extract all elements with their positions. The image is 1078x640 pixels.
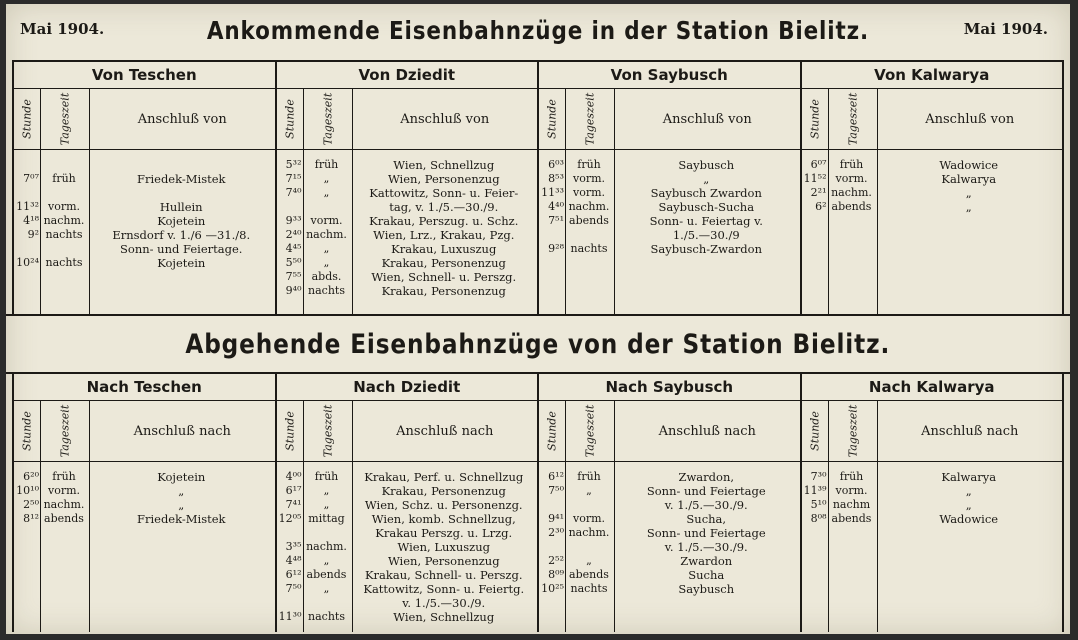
stunde-label: Stunde bbox=[283, 411, 296, 451]
time-of-day: „ bbox=[323, 172, 330, 185]
train-row bbox=[802, 512, 1063, 526]
departures-column bbox=[277, 374, 540, 632]
train-time: 11³⁰ bbox=[278, 610, 302, 623]
departures-title: Abgehende Eisenbahnzüge von der Station Bielitz. bbox=[185, 328, 891, 360]
train-row bbox=[277, 256, 538, 270]
connection: Wien, Personenzug bbox=[387, 172, 500, 186]
time-of-day: vorm. bbox=[572, 186, 606, 199]
time-of-day bbox=[303, 596, 351, 610]
connection: v. 1./5.—30./9. bbox=[402, 596, 486, 610]
sub-header bbox=[14, 401, 275, 462]
train-time: 10²⁴ bbox=[16, 256, 39, 269]
connection: „ bbox=[178, 498, 185, 512]
train-row bbox=[802, 158, 1063, 172]
train-row bbox=[277, 540, 538, 554]
time-of-day: abends bbox=[831, 512, 872, 525]
train-row bbox=[277, 568, 538, 582]
connection: Krakau Perszg. u. Lrzg. bbox=[375, 526, 513, 540]
time-of-day: „ bbox=[323, 582, 330, 595]
train-time: 7⁵¹ bbox=[548, 214, 564, 227]
column-title: Von Dziedit bbox=[277, 62, 538, 89]
connection: Saybusch Zwardon bbox=[650, 186, 762, 200]
train-time: 4⁴⁵ bbox=[285, 242, 302, 255]
stunde-label: Stunde bbox=[545, 99, 559, 139]
connection: Sucha bbox=[688, 568, 725, 582]
train-time: 7⁵⁵ bbox=[285, 270, 302, 283]
train-row bbox=[277, 582, 538, 596]
time-of-day bbox=[303, 526, 351, 540]
time-of-day: nachm. bbox=[568, 526, 610, 539]
arrivals-grid bbox=[12, 60, 1064, 314]
sub-header bbox=[14, 89, 275, 150]
connection: Krakau, Personenzug bbox=[381, 484, 506, 498]
train-row bbox=[14, 158, 275, 172]
train-row bbox=[539, 158, 800, 172]
train-time bbox=[539, 540, 565, 554]
train-time: 5¹⁰ bbox=[810, 498, 827, 511]
train-time: 8⁵³ bbox=[548, 172, 564, 185]
time-of-day: nachts bbox=[45, 256, 83, 269]
train-row bbox=[14, 484, 275, 498]
train-time: 10²⁵ bbox=[541, 582, 564, 595]
connection: tag, v. 1./5.—30./9. bbox=[389, 200, 499, 214]
train-time: 4¹⁸ bbox=[23, 214, 39, 227]
train-time: 11⁵² bbox=[803, 172, 827, 185]
train-time: 6¹² bbox=[548, 470, 564, 483]
time-of-day: „ bbox=[323, 242, 330, 255]
connection: Krakau, Personenzug bbox=[381, 284, 506, 298]
tageszeit-label: Tageszeit bbox=[58, 404, 72, 458]
train-time: 7¹⁵ bbox=[285, 172, 302, 185]
column-title: Von Saybusch bbox=[539, 62, 800, 89]
train-time: 6⁰⁷ bbox=[810, 158, 827, 171]
column-title: Von Teschen bbox=[14, 62, 275, 89]
train-row bbox=[802, 186, 1063, 200]
train-row bbox=[802, 498, 1063, 512]
connection: Friedek-Mistek bbox=[136, 512, 226, 526]
train-time: 2³⁰ bbox=[548, 526, 564, 539]
train-time: 2⁴⁰ bbox=[285, 228, 302, 241]
time-of-day: vorm. bbox=[835, 172, 868, 185]
train-row bbox=[539, 172, 800, 186]
connection: „ bbox=[965, 200, 972, 214]
train-row bbox=[539, 186, 800, 200]
train-time: 7⁰⁷ bbox=[23, 172, 39, 185]
connection: Wien, Personenzug bbox=[387, 554, 500, 568]
sub-header bbox=[802, 401, 1063, 462]
time-of-day: nachm. bbox=[831, 186, 872, 199]
train-time: 6² bbox=[815, 200, 827, 213]
connection: Kalwarya bbox=[941, 172, 997, 186]
time-of-day: abends bbox=[306, 568, 347, 581]
train-time: 7⁵⁰ bbox=[548, 484, 564, 497]
time-of-day: nachm. bbox=[43, 214, 85, 227]
time-of-day: nachm bbox=[832, 498, 871, 511]
train-time: 9²⁸ bbox=[548, 242, 564, 255]
train-time: 8⁰⁹ bbox=[548, 568, 564, 581]
time-of-day: früh bbox=[577, 470, 601, 483]
departures-column bbox=[802, 374, 1065, 632]
train-row bbox=[14, 186, 275, 200]
tageszeit-label: Tageszeit bbox=[321, 92, 334, 146]
time-of-day: abends bbox=[569, 568, 609, 581]
train-row bbox=[539, 498, 800, 512]
time-of-day: früh bbox=[577, 158, 601, 171]
train-time: 4⁴⁰ bbox=[548, 200, 564, 213]
train-row bbox=[539, 526, 800, 540]
connection: Krakau, Schnell- u. Perszg. bbox=[364, 568, 523, 582]
train-time bbox=[277, 526, 303, 540]
train-time: 3³⁵ bbox=[285, 540, 302, 553]
train-time: 11³³ bbox=[541, 186, 564, 199]
connection: Friedek-Mistek bbox=[136, 172, 226, 186]
time-of-day: vorm. bbox=[310, 214, 343, 227]
tageszeit-label: Tageszeit bbox=[583, 92, 597, 146]
train-row bbox=[539, 512, 800, 526]
train-row bbox=[277, 526, 538, 540]
train-time: 11³² bbox=[16, 200, 39, 213]
train-time: 5⁵⁰ bbox=[285, 256, 302, 269]
train-row bbox=[539, 582, 800, 596]
tageszeit-label: Tageszeit bbox=[846, 92, 859, 146]
train-row bbox=[802, 484, 1063, 498]
arrivals-column bbox=[802, 62, 1065, 314]
stunde-label: Stunde bbox=[545, 411, 559, 451]
connection bbox=[88, 186, 275, 200]
time-of-day: vorm. bbox=[835, 484, 868, 497]
arrivals-column bbox=[12, 62, 277, 314]
time-of-day: vorm. bbox=[572, 172, 606, 185]
time-of-day: früh bbox=[839, 158, 864, 171]
time-of-day: „ bbox=[323, 186, 330, 199]
time-of-day bbox=[40, 158, 88, 172]
connection: Saybusch bbox=[678, 158, 735, 172]
connection: Sonn- u. Feiertag v. bbox=[649, 214, 763, 228]
time-of-day: früh bbox=[314, 158, 339, 171]
anschluss-label: Anschluß nach bbox=[658, 423, 756, 439]
time-of-day: vorm. bbox=[572, 512, 606, 525]
connection: Zwardon, bbox=[678, 470, 735, 484]
train-row bbox=[539, 214, 800, 228]
train-row bbox=[277, 484, 538, 498]
connection: Wien, komb. Schnellzug, bbox=[371, 512, 516, 526]
connection: Kojetein bbox=[157, 214, 206, 228]
connection: Wien, Luxuszug bbox=[397, 540, 490, 554]
connection: Wadowice bbox=[939, 512, 999, 526]
connection: Wien, Schnellzug bbox=[393, 610, 495, 624]
train-row bbox=[14, 242, 275, 256]
train-time: 5³² bbox=[285, 158, 302, 171]
time-of-day: früh bbox=[839, 470, 864, 483]
train-row bbox=[539, 228, 800, 242]
connection: „ bbox=[178, 484, 185, 498]
train-time: 6²⁰ bbox=[23, 470, 39, 483]
train-time: 8¹² bbox=[23, 512, 39, 525]
sub-header bbox=[277, 89, 538, 150]
train-row bbox=[539, 484, 800, 498]
train-time: 2⁵² bbox=[548, 554, 564, 567]
train-row bbox=[539, 540, 800, 554]
time-of-day: vorm. bbox=[47, 484, 81, 497]
connection: „ bbox=[965, 484, 972, 498]
date-left: Mai 1904. bbox=[20, 20, 105, 38]
time-of-day bbox=[40, 186, 88, 200]
departures-column bbox=[12, 374, 277, 632]
arrivals-column bbox=[277, 62, 540, 314]
stunde-label: Stunde bbox=[20, 411, 34, 451]
anschluss-label: Anschluß nach bbox=[133, 423, 231, 439]
anschluss-label: Anschluß von bbox=[400, 111, 490, 127]
train-time bbox=[14, 242, 40, 256]
connection: „ bbox=[965, 498, 972, 512]
anschluss-label: Anschluß nach bbox=[921, 423, 1019, 439]
train-time bbox=[539, 498, 565, 512]
train-time: 9³³ bbox=[285, 214, 302, 227]
connection: „ bbox=[703, 172, 710, 186]
train-time: 4⁴⁸ bbox=[285, 554, 302, 567]
train-row bbox=[277, 596, 538, 610]
time-of-day: abends bbox=[569, 214, 609, 227]
connection: Sonn- und Feiertage bbox=[646, 484, 766, 498]
connection: 1./5.—30./9 bbox=[672, 228, 740, 242]
time-of-day: nachts bbox=[308, 610, 345, 623]
train-row bbox=[277, 214, 538, 228]
connection: Kojetein bbox=[157, 256, 206, 270]
time-of-day: nachts bbox=[570, 242, 608, 255]
connection: v. 1./5.—30./9. bbox=[664, 498, 748, 512]
column-title: Von Kalwarya bbox=[802, 62, 1063, 89]
train-time: 4⁰⁰ bbox=[285, 470, 302, 483]
column-title: Nach Teschen bbox=[14, 374, 275, 401]
departures-column bbox=[539, 374, 802, 632]
connection bbox=[88, 158, 275, 172]
stunde-label: Stunde bbox=[283, 99, 296, 139]
stunde-label: Stunde bbox=[20, 99, 34, 139]
train-row bbox=[277, 200, 538, 214]
train-time bbox=[277, 596, 303, 610]
train-row bbox=[277, 186, 538, 200]
train-row bbox=[14, 228, 275, 242]
time-of-day: früh bbox=[52, 470, 76, 483]
train-row bbox=[802, 470, 1063, 484]
time-of-day: abds. bbox=[311, 270, 342, 283]
train-time: 6¹² bbox=[285, 568, 302, 581]
anschluss-label: Anschluß von bbox=[925, 111, 1015, 127]
train-time bbox=[277, 200, 303, 214]
arrivals-title: Ankommende Eisenbahnzüge in der Station Bielitz. bbox=[206, 15, 870, 45]
train-row bbox=[277, 554, 538, 568]
tageszeit-label: Tageszeit bbox=[58, 92, 72, 146]
connection: „ bbox=[965, 186, 972, 200]
connection: Saybusch-Sucha bbox=[658, 200, 755, 214]
connection: Krakau, Perf. u. Schnellzug bbox=[364, 470, 524, 484]
connection: Saybusch-Zwardon bbox=[650, 242, 762, 256]
connection: Wien, Schz. u. Personenzg. bbox=[364, 498, 523, 512]
train-row bbox=[277, 284, 538, 298]
tageszeit-label: Tageszeit bbox=[583, 404, 597, 458]
train-row bbox=[539, 568, 800, 582]
time-of-day: nachm. bbox=[306, 540, 347, 553]
stunde-label: Stunde bbox=[808, 411, 821, 451]
time-of-day bbox=[565, 498, 613, 512]
time-of-day: früh bbox=[314, 470, 339, 483]
time-of-day: nachts bbox=[570, 582, 608, 595]
connection: Krakau, Perszug. u. Schz. bbox=[369, 214, 519, 228]
connection: Hullein bbox=[159, 200, 203, 214]
train-time: 2²¹ bbox=[810, 186, 827, 199]
train-row bbox=[14, 498, 275, 512]
train-time bbox=[14, 158, 40, 172]
tageszeit-label: Tageszeit bbox=[321, 404, 334, 458]
train-time: 12⁰⁵ bbox=[278, 512, 302, 525]
date-right: Mai 1904. bbox=[963, 20, 1048, 38]
train-row bbox=[539, 242, 800, 256]
time-of-day: abends bbox=[44, 512, 84, 525]
train-time: 7⁵⁰ bbox=[285, 582, 302, 595]
column-title: Nach Kalwarya bbox=[802, 374, 1063, 401]
arrivals-column bbox=[539, 62, 802, 314]
time-of-day: vorm. bbox=[47, 200, 81, 213]
train-time bbox=[14, 186, 40, 200]
connection: Saybusch bbox=[678, 582, 735, 596]
connection: Kojetein bbox=[157, 470, 206, 484]
time-of-day bbox=[303, 200, 351, 214]
tageszeit-label: Tageszeit bbox=[846, 404, 859, 458]
train-row bbox=[14, 200, 275, 214]
train-row bbox=[277, 610, 538, 624]
column-title: Nach Dziedit bbox=[277, 374, 538, 401]
train-row bbox=[14, 512, 275, 526]
sub-header bbox=[539, 401, 800, 462]
connection: Krakau, Personenzug bbox=[381, 256, 506, 270]
train-row bbox=[277, 470, 538, 484]
train-time: 8⁰⁸ bbox=[810, 512, 827, 525]
train-row bbox=[14, 256, 275, 270]
train-row bbox=[277, 172, 538, 186]
train-row bbox=[277, 228, 538, 242]
connection: Kattowitz, Sonn- u. Feier- bbox=[369, 186, 519, 200]
train-row bbox=[802, 172, 1063, 186]
connection: Wien, Schnellzug bbox=[393, 158, 495, 172]
connection: Kattowitz, Sonn- u. Feiertg. bbox=[363, 582, 525, 596]
train-row bbox=[14, 470, 275, 484]
sub-header bbox=[802, 89, 1063, 150]
train-time: 9⁴⁰ bbox=[285, 284, 302, 297]
train-row bbox=[539, 554, 800, 568]
train-time: 7³⁰ bbox=[810, 470, 827, 483]
anschluss-label: Anschluß von bbox=[662, 111, 752, 127]
anschluss-label: Anschluß nach bbox=[396, 423, 494, 439]
train-time: 2⁵⁰ bbox=[23, 498, 39, 511]
connection: v. 1./5.—30./9. bbox=[664, 540, 748, 554]
train-time: 7⁴¹ bbox=[285, 498, 302, 511]
time-of-day: früh bbox=[52, 172, 76, 185]
connection: Zwardon bbox=[680, 554, 733, 568]
time-of-day: nachm. bbox=[568, 200, 610, 213]
time-of-day: „ bbox=[323, 484, 330, 497]
column-title: Nach Saybusch bbox=[539, 374, 800, 401]
train-row bbox=[14, 214, 275, 228]
arrivals-banner bbox=[6, 4, 1070, 56]
train-time: 11³⁹ bbox=[803, 484, 827, 497]
train-row bbox=[14, 172, 275, 186]
time-of-day bbox=[565, 228, 613, 242]
train-time: 9² bbox=[27, 228, 39, 241]
time-of-day: nachts bbox=[308, 284, 345, 297]
anschluss-label: Anschluß von bbox=[137, 111, 227, 127]
connection: Ernsdorf v. 1./6 —31./8. bbox=[112, 228, 251, 242]
train-row bbox=[277, 270, 538, 284]
train-time: 7⁴⁰ bbox=[285, 186, 302, 199]
time-of-day: „ bbox=[323, 256, 330, 269]
time-of-day: nachm. bbox=[43, 498, 85, 511]
connection: Wadowice bbox=[939, 158, 999, 172]
time-of-day bbox=[40, 242, 88, 256]
time-of-day: mittag bbox=[308, 512, 345, 525]
connection: Sonn- und Feiertage. bbox=[120, 242, 243, 256]
connection: Sonn- und Feiertage bbox=[646, 526, 766, 540]
train-row bbox=[802, 200, 1063, 214]
time-of-day: „ bbox=[586, 484, 592, 497]
connection: Kalwarya bbox=[941, 470, 997, 484]
time-of-day: nachm. bbox=[306, 228, 347, 241]
train-time: 6⁰³ bbox=[548, 158, 564, 171]
connection: Wien, Schnell- u. Perszg. bbox=[371, 270, 517, 284]
train-row bbox=[277, 242, 538, 256]
train-row bbox=[539, 200, 800, 214]
time-of-day bbox=[565, 540, 613, 554]
stunde-label: Stunde bbox=[808, 99, 821, 139]
train-row bbox=[277, 498, 538, 512]
departures-banner bbox=[6, 314, 1070, 374]
train-row bbox=[277, 512, 538, 526]
train-time: 6¹⁷ bbox=[285, 484, 302, 497]
time-of-day: abends bbox=[831, 200, 872, 213]
departures-grid bbox=[12, 372, 1064, 632]
train-row bbox=[277, 158, 538, 172]
time-of-day: nachts bbox=[45, 228, 83, 241]
connection: Krakau, Luxuszug bbox=[391, 242, 497, 256]
train-time: 9⁴¹ bbox=[548, 512, 564, 525]
time-of-day: „ bbox=[323, 498, 330, 511]
train-time bbox=[539, 228, 565, 242]
connection: Sucha, bbox=[686, 512, 727, 526]
time-of-day: „ bbox=[323, 554, 330, 567]
time-of-day: „ bbox=[586, 554, 592, 567]
sub-header bbox=[539, 89, 800, 150]
train-time: 10¹⁰ bbox=[16, 484, 39, 497]
timetable-sheet bbox=[6, 4, 1070, 634]
connection: Wien, Lrz., Krakau, Pzg. bbox=[373, 228, 515, 242]
train-row bbox=[539, 470, 800, 484]
sub-header bbox=[277, 401, 538, 462]
